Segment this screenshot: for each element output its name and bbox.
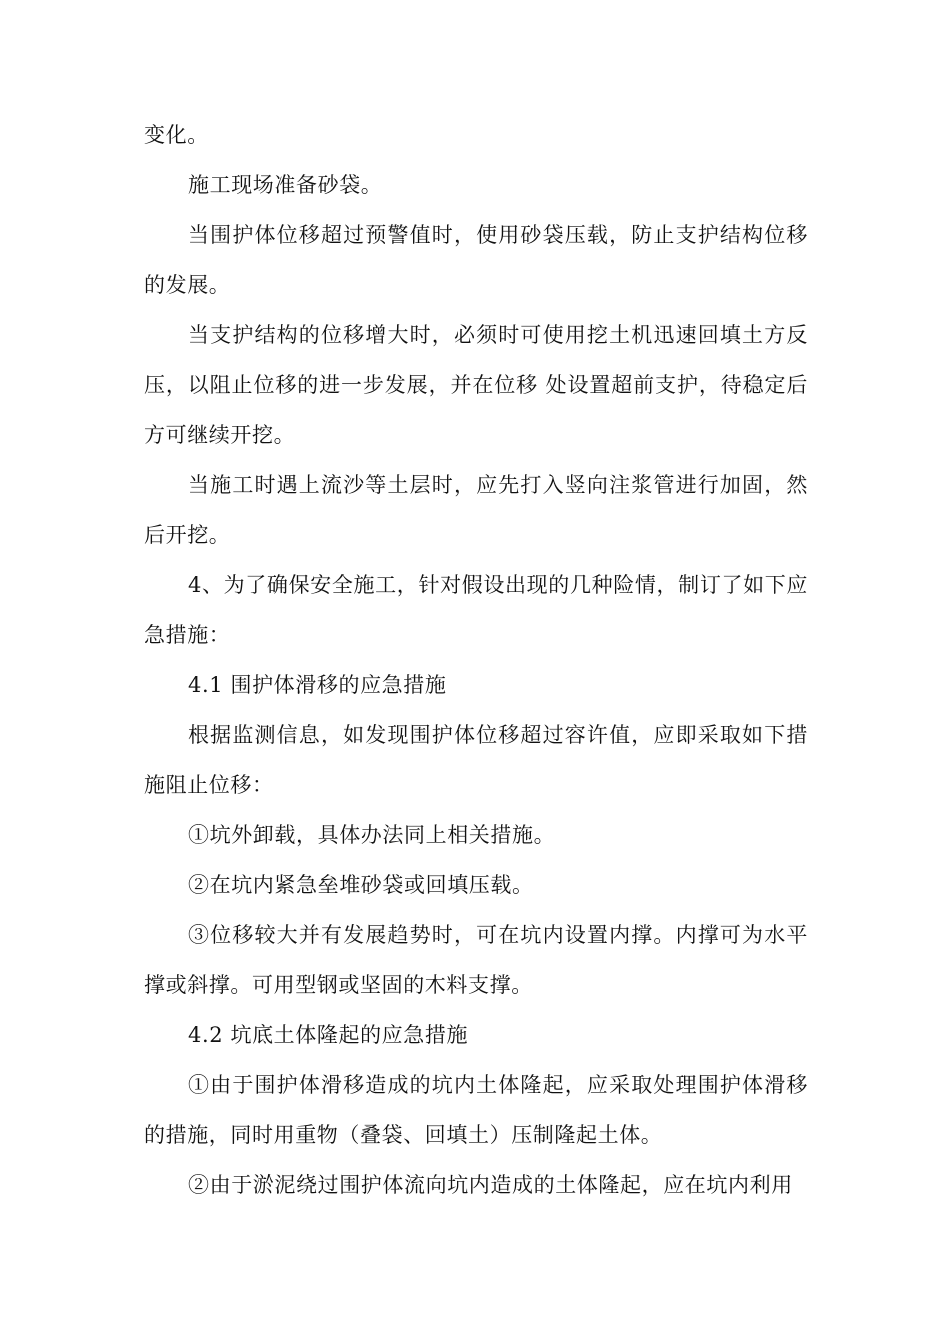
section-heading-4-1: 4.1 围护体滑移的应急措施 bbox=[188, 673, 447, 697]
list-item-1: ①坑外卸载，具体办法同上相关措施。 bbox=[188, 823, 556, 847]
list-item-5: ②由于淤泥绕过围护体流向坑内造成的土体隆起，应在坑内利用 bbox=[188, 1173, 793, 1197]
list-item-3: ③位移较大并有发展趋势时，可在坑内设置内撑。内撑可为水平撑或斜撑。可用型钢或坚固的木料支撑。 bbox=[144, 923, 808, 997]
paragraph-3: 当围护体位移超过预警值时，使用砂袋压载，防止支护结构位移的发展。 bbox=[144, 223, 808, 297]
paragraph-4: 当支护结构的位移增大时，必须时可使用挖土机迅速回填土方反压，以阻止位移的进一步发展，并在位移 处设置超前支护，待稳定后方可继续开挖。 bbox=[144, 323, 808, 447]
document-body bbox=[144, 110, 808, 1210]
paragraph-1: 变化。 bbox=[144, 123, 209, 147]
list-item-4: ①由于围护体滑移造成的坑内土体隆起，应采取处理围护体滑移的措施，同时用重物（叠袋、回填土）压制隆起土体。 bbox=[144, 1073, 808, 1147]
paragraph-8: 根据监测信息，如发现围护体位移超过容许值，应即采取如下措施阻止位移： bbox=[144, 723, 808, 797]
list-item-2: ②在坑内紧急垒堆砂袋或回填压载。 bbox=[188, 873, 534, 897]
paragraph-5: 当施工时遇上流沙等土层时，应先打入竖向注浆管进行加固，然后开挖。 bbox=[144, 473, 808, 547]
section-heading-4-2: 4.2 坑底土体隆起的应急措施 bbox=[188, 1023, 469, 1047]
paragraph-2: 施工现场准备砂袋。 bbox=[188, 173, 383, 197]
paragraph-6: 4、为了确保安全施工，针对假设出现的几种险情，制订了如下应急措施： bbox=[144, 573, 808, 647]
